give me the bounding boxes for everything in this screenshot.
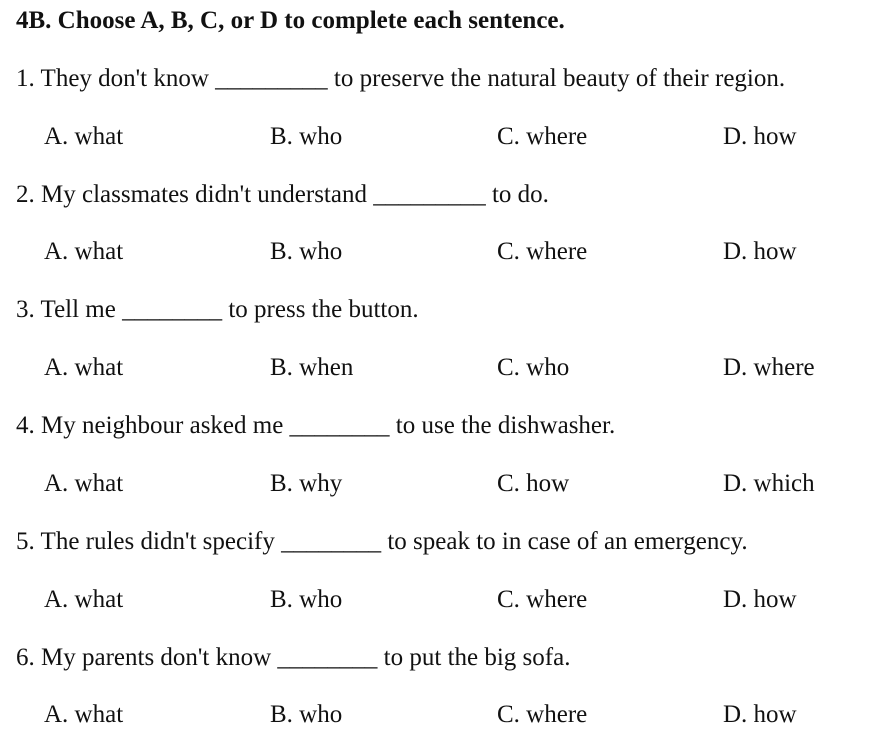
options-row-2 [0, 235, 893, 269]
option-d[interactable]: D. how [723, 238, 797, 265]
options-row-4 [0, 467, 893, 501]
option-b[interactable]: B. who [270, 701, 343, 728]
option-a[interactable]: A. what [44, 123, 124, 150]
option-d[interactable]: D. where [723, 354, 815, 381]
question-4: 4. My neighbour asked me ________ to use the dishwasher. [16, 412, 616, 439]
option-c[interactable]: C. where [497, 701, 588, 728]
exercise-heading: 4B. Choose A, B, C, or D to complete each sentence. [16, 7, 565, 34]
option-b[interactable]: B. when [270, 354, 354, 381]
option-a[interactable]: A. what [44, 354, 124, 381]
option-d[interactable]: D. which [723, 470, 815, 497]
options-row-3 [0, 351, 893, 385]
options-row-1 [0, 120, 893, 154]
option-a[interactable]: A. what [44, 238, 124, 265]
question-1: 1. They don't know _________ to preserve the natural beauty of their region. [16, 65, 786, 92]
option-b[interactable]: B. who [270, 238, 343, 265]
question-3: 3. Tell me ________ to press the button. [16, 296, 419, 323]
option-b[interactable]: B. why [270, 470, 343, 497]
option-c[interactable]: C. who [497, 354, 570, 381]
options-row-5 [0, 583, 893, 617]
option-a[interactable]: A. what [44, 470, 124, 497]
option-c[interactable]: C. where [497, 123, 588, 150]
option-c[interactable]: C. how [497, 470, 570, 497]
options-row-6 [0, 698, 893, 732]
question-6: 6. My parents don't know ________ to put the big sofa. [16, 644, 571, 671]
option-b[interactable]: B. who [270, 123, 343, 150]
question-2: 2. My classmates didn't understand _________ to do. [16, 181, 549, 208]
option-c[interactable]: C. where [497, 238, 588, 265]
option-b[interactable]: B. who [270, 586, 343, 613]
question-5: 5. The rules didn't specify ________ to speak to in case of an emergency. [16, 528, 748, 555]
option-d[interactable]: D. how [723, 123, 797, 150]
option-d[interactable]: D. how [723, 701, 797, 728]
option-d[interactable]: D. how [723, 586, 797, 613]
option-a[interactable]: A. what [44, 701, 124, 728]
option-c[interactable]: C. where [497, 586, 588, 613]
option-a[interactable]: A. what [44, 586, 124, 613]
